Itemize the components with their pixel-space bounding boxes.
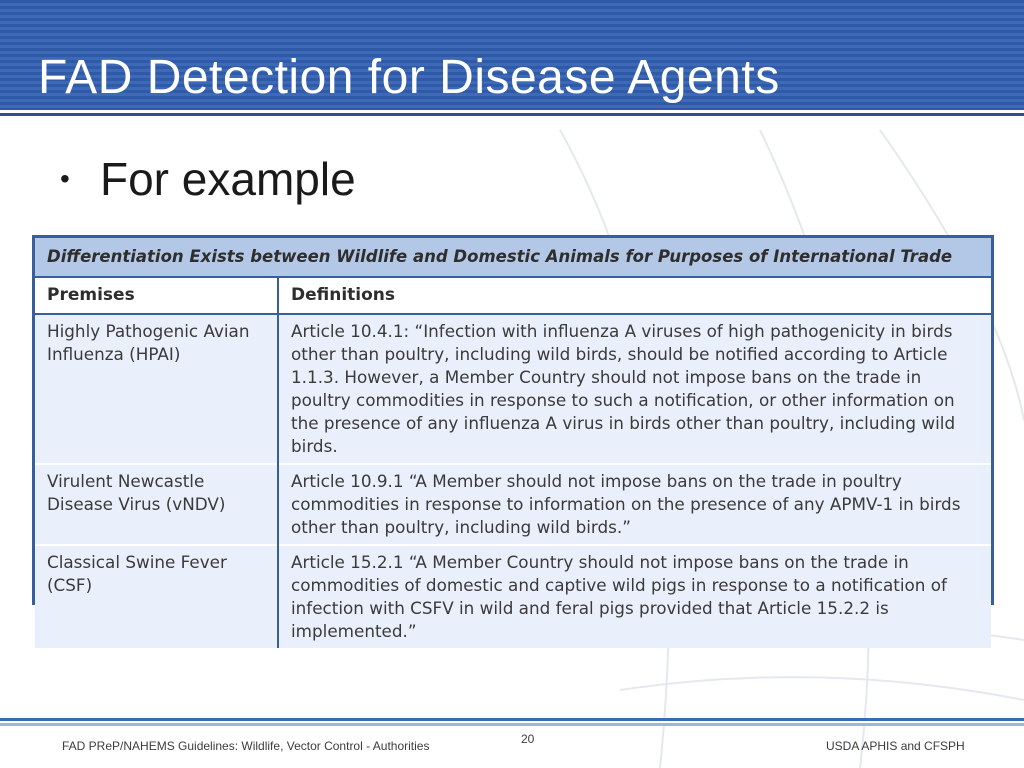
definition-cell: Article 10.9.1 “A Member should not impose bans on the trade in poultry commodities in response to information on the presence of any APMV-1 in birds other than poultry, including wild birds.”: [278, 464, 991, 545]
table-caption: Differentiation Exists between Wildlife and Domestic Animals for Purposes of International Trade: [35, 238, 991, 277]
definitions-table: [35, 238, 991, 648]
table-caption-row: [35, 238, 991, 277]
trade-differentiation-table: [32, 235, 994, 641]
footer-divider: [0, 718, 1024, 726]
slide-title: FAD Detection for Disease Agents: [38, 51, 780, 104]
table-row: [35, 545, 991, 648]
premise-cell: Highly Pathogenic Avian Influenza (HPAI): [35, 314, 278, 464]
table-row: [35, 464, 991, 545]
premise-cell: Virulent Newcastle Disease Virus (vNDV): [35, 464, 278, 545]
table-header-row: [35, 277, 991, 314]
footer-source: FAD PReP/NAHEMS Guidelines: Wildlife, Vector Control - Authorities: [62, 739, 430, 753]
bullet-marker: •: [60, 162, 70, 194]
definition-cell: Article 10.4.1: “Infection with influenza A viruses of high pathogenicity in birds other than poultry, including wild birds, should be notified according to Article 1.1.3. However, a Member Country should not impose bans on the trade in poultry commodities in response to such a notification, or other information on the presence of any influenza A virus in birds other than poultry, including wild birds.: [278, 314, 991, 464]
header-premises: Premises: [35, 277, 278, 314]
definition-cell: Article 15.2.1 “A Member Country should not impose bans on the trade in commodities of domestic and captive wild pigs in response to a notification of infection with CSFV in wild and feral pigs provided that Article 15.2.2 is implemented.”: [278, 545, 991, 648]
premise-cell: Classical Swine Fever (CSF): [35, 545, 278, 648]
page-number: 20: [521, 732, 535, 746]
header-definitions: Definitions: [278, 277, 991, 314]
bullet-item: [60, 152, 356, 206]
footer-organization: USDA APHIS and CFSPH: [826, 739, 965, 753]
table-row: [35, 314, 991, 464]
bullet-text: For example: [100, 153, 356, 205]
